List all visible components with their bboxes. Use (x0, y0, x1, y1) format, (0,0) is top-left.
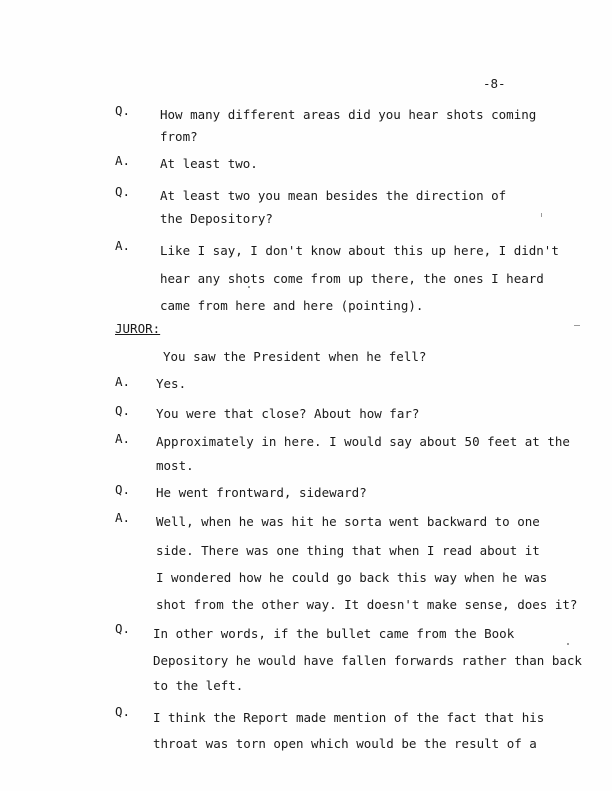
transcript-line: I think the Report made mention of the fact that his (153, 710, 545, 725)
transcript-line: He went frontward, sideward? (156, 485, 367, 500)
transcript-line: the Depository? (160, 211, 273, 226)
page-number: -8- (483, 76, 506, 91)
transcript-line: came from here and here (pointing). (160, 298, 424, 313)
transcript-line: Yes. (156, 376, 187, 391)
scan-speck (541, 213, 542, 217)
transcript-line: At least two. (160, 156, 258, 171)
transcript-line: You saw the President when he fell? (163, 349, 427, 364)
transcript-line: I wondered how he could go back this way when he was (156, 570, 548, 585)
transcript-line: How many different areas did you hear shots coming (160, 107, 537, 122)
transcript-line: Depository he would have fallen forwards rather than back (153, 653, 582, 668)
speaker-label: Q. (115, 184, 131, 199)
speaker-label: A. (115, 431, 131, 446)
transcript-line: At least two you mean besides the direction of (160, 188, 507, 203)
scan-speck (574, 325, 580, 326)
speaker-label-juror: JUROR: (115, 321, 161, 336)
speaker-label: Q. (115, 103, 131, 118)
speaker-label: A. (115, 510, 131, 525)
speaker-label: A. (115, 374, 131, 389)
scan-speck (567, 643, 569, 645)
scan-speck (248, 286, 250, 288)
transcript-line: shot from the other way. It doesn't make sense, does it? (156, 597, 578, 612)
transcript-line: In other words, if the bullet came from the Book (153, 626, 515, 641)
transcript-line: Well, when he was hit he sorta went backward to one (156, 514, 540, 529)
transcript-line: to the left. (153, 678, 244, 693)
speaker-label: Q. (115, 621, 131, 636)
transcript-line: You were that close? About how far? (156, 406, 420, 421)
speaker-label: Q. (115, 482, 131, 497)
speaker-label: Q. (115, 403, 131, 418)
speaker-label: A. (115, 153, 131, 168)
transcript-line: throat was torn open which would be the result of a (153, 736, 537, 751)
speaker-label: Q. (115, 704, 131, 719)
transcript-line: from? (160, 129, 198, 144)
speaker-label: A. (115, 238, 131, 253)
transcript-line: side. There was one thing that when I read about it (156, 543, 540, 558)
transcript-line: most. (156, 458, 194, 473)
transcript-line: Approximately in here. I would say about 50 feet at the (156, 434, 570, 449)
transcript-line: Like I say, I don't know about this up here, I didn't (160, 243, 559, 258)
transcript-line: hear any shots come from up there, the ones I heard (160, 271, 544, 286)
